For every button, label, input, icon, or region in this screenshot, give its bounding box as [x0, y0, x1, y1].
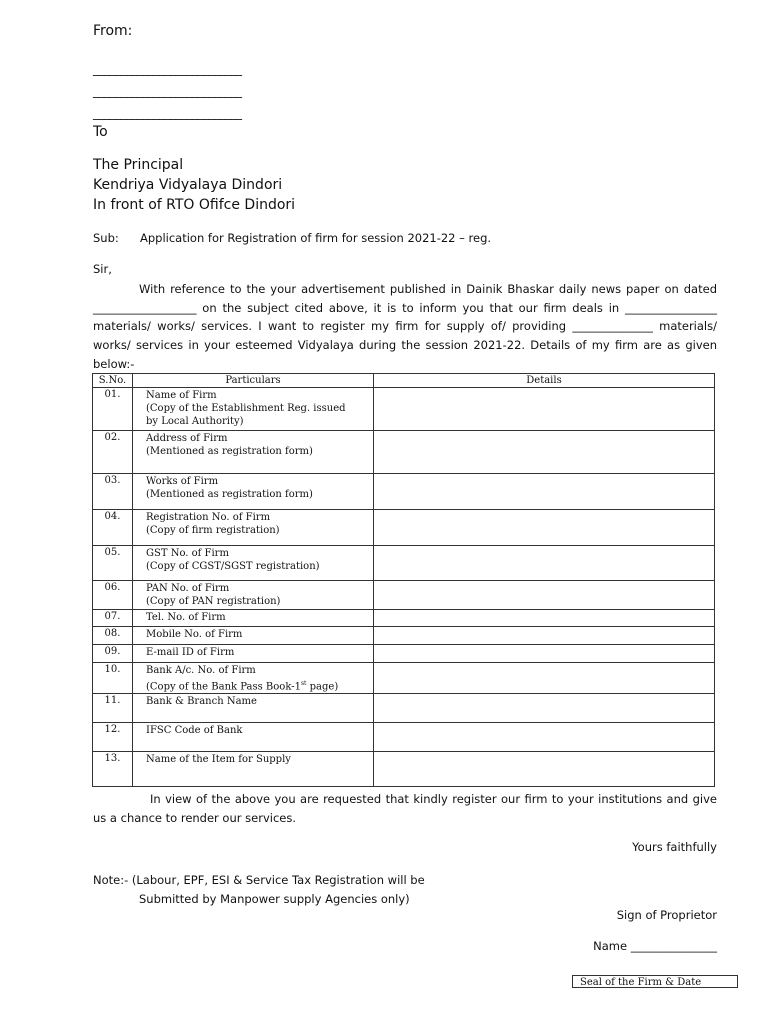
note-line: Submitted by Manpower supply Agencies only) — [139, 891, 410, 906]
row-particulars — [133, 474, 374, 510]
row-details-cell[interactable] — [374, 752, 715, 787]
table-row — [93, 723, 715, 752]
particular-line: Name of Firm — [146, 390, 217, 401]
row-sno: 04. — [93, 510, 133, 546]
table-row — [93, 510, 715, 546]
from-blank-line: ___________________________ — [93, 62, 242, 76]
subject-label: Sub: — [93, 231, 119, 245]
firm-details-table — [92, 373, 715, 787]
row-details-cell[interactable] — [374, 723, 715, 752]
particular-line: (Copy of firm registration) — [146, 525, 280, 536]
table-row — [93, 546, 715, 581]
row-details-cell[interactable] — [374, 610, 715, 627]
table-row — [93, 388, 715, 431]
table-row — [93, 581, 715, 610]
header-details: Details — [374, 374, 715, 388]
row-sno: 12. — [93, 723, 133, 752]
table-row — [93, 694, 715, 723]
row-sno: 06. — [93, 581, 133, 610]
header-sno: S.No. — [93, 374, 133, 388]
row-sno: 02. — [93, 431, 133, 474]
particular-line: (Copy of the Establishment Reg. issued — [146, 403, 346, 414]
particular-line: Works of Firm — [146, 476, 219, 487]
row-particulars — [133, 431, 374, 474]
row-particulars — [133, 581, 374, 610]
row-sno: 09. — [93, 645, 133, 663]
subject-text: Application for Registration of firm for session 2021-22 – reg. — [140, 231, 492, 245]
row-details-cell[interactable] — [374, 627, 715, 645]
table-row — [93, 431, 715, 474]
yours-faithfully: Yours faithfully — [632, 840, 717, 854]
note-line: Note:- (Labour, EPF, ESI & Service Tax Registration will be — [93, 873, 425, 887]
particular-line: (Mentioned as registration form) — [146, 489, 313, 500]
body-paragraph — [93, 280, 717, 374]
row-particulars: IFSC Code of Bank — [133, 723, 374, 752]
row-details-cell[interactable] — [374, 581, 715, 610]
row-details-cell[interactable] — [374, 510, 715, 546]
recipient-line: Kendriya Vidyalaya Dindori — [93, 177, 283, 193]
row-sno: 08. — [93, 627, 133, 645]
salutation: Sir, — [93, 262, 112, 276]
particular-line — [146, 677, 373, 693]
from-blank-line: ___________________________ — [93, 106, 242, 120]
header-particulars: Particulars — [133, 374, 374, 388]
row-particulars: Tel. No. of Firm — [133, 610, 374, 627]
to-label: To — [93, 124, 108, 140]
particular-line: (Copy of CGST/SGST registration) — [146, 561, 320, 572]
row-details-cell[interactable] — [374, 663, 715, 694]
table-row — [93, 627, 715, 645]
closing-paragraph-text: In view of the above you are requested that kindly register our firm to your institutions and give us a chance to render our services. — [93, 792, 717, 825]
row-details-cell[interactable] — [374, 431, 715, 474]
particular-line: GST No. of Firm — [146, 548, 229, 559]
row-sno: 07. — [93, 610, 133, 627]
row-particulars: Name of the Item for Supply — [133, 752, 374, 787]
particular-line: by Local Authority) — [146, 416, 244, 427]
recipient-line: The Principal — [93, 157, 184, 173]
table-row — [93, 474, 715, 510]
superscript: st — [300, 680, 307, 687]
row-particulars — [133, 510, 374, 546]
row-details-cell[interactable] — [374, 474, 715, 510]
row-sno: 03. — [93, 474, 133, 510]
from-blank-line: ___________________________ — [93, 84, 242, 98]
particular-line: (Copy of PAN registration) — [146, 596, 281, 607]
row-particulars: E-mail ID of Firm — [133, 645, 374, 663]
from-label: From: — [93, 23, 133, 39]
table-header-row — [93, 374, 715, 388]
particular-line: Registration No. of Firm — [146, 512, 271, 523]
particular-line: (Mentioned as registration form) — [146, 446, 313, 457]
row-sno: 05. — [93, 546, 133, 581]
row-sno: 01. — [93, 388, 133, 431]
row-particulars — [133, 388, 374, 431]
row-particulars — [133, 546, 374, 581]
table-row — [93, 610, 715, 627]
name-field[interactable]: Name _______________ — [593, 939, 717, 953]
row-details-cell[interactable] — [374, 694, 715, 723]
row-details-cell[interactable] — [374, 388, 715, 431]
seal-box: Seal of the Firm & Date — [572, 975, 738, 988]
particular-line: Bank A/c. No. of Firm — [146, 665, 256, 676]
sign-of-proprietor: Sign of Proprietor — [616, 908, 717, 922]
row-sno: 13. — [93, 752, 133, 787]
row-particulars: Mobile No. of Firm — [133, 627, 374, 645]
particular-text: page) — [306, 681, 339, 693]
recipient-line: In front of RTO Ofifce Dindori — [93, 197, 296, 213]
table-row — [93, 663, 715, 694]
closing-paragraph — [93, 790, 717, 827]
row-sno: 11. — [93, 694, 133, 723]
particular-line: Address of Firm — [146, 433, 228, 444]
note — [93, 871, 425, 908]
particular-text: (Copy of the Bank Pass Book-1 — [146, 681, 301, 693]
table-row — [93, 752, 715, 787]
row-particulars: Bank & Branch Name — [133, 694, 374, 723]
particular-line: PAN No. of Firm — [146, 583, 230, 594]
row-particulars — [133, 663, 374, 694]
table-row — [93, 645, 715, 663]
body-paragraph-text: With reference to the your advertisement published in Dainik Bhaskar daily news paper on dated __________________ on the subject cited above, it is to inform you that our firm deals in ________________ materials/ works/ services. I want to register my firm for supply of/ providing ______________ materials/ works/ services in your esteemed Vidyalaya during the session 2021-22. Details of my firm are as given below:- — [93, 282, 717, 371]
row-sno: 10. — [93, 663, 133, 694]
row-details-cell[interactable] — [374, 546, 715, 581]
row-details-cell[interactable] — [374, 645, 715, 663]
